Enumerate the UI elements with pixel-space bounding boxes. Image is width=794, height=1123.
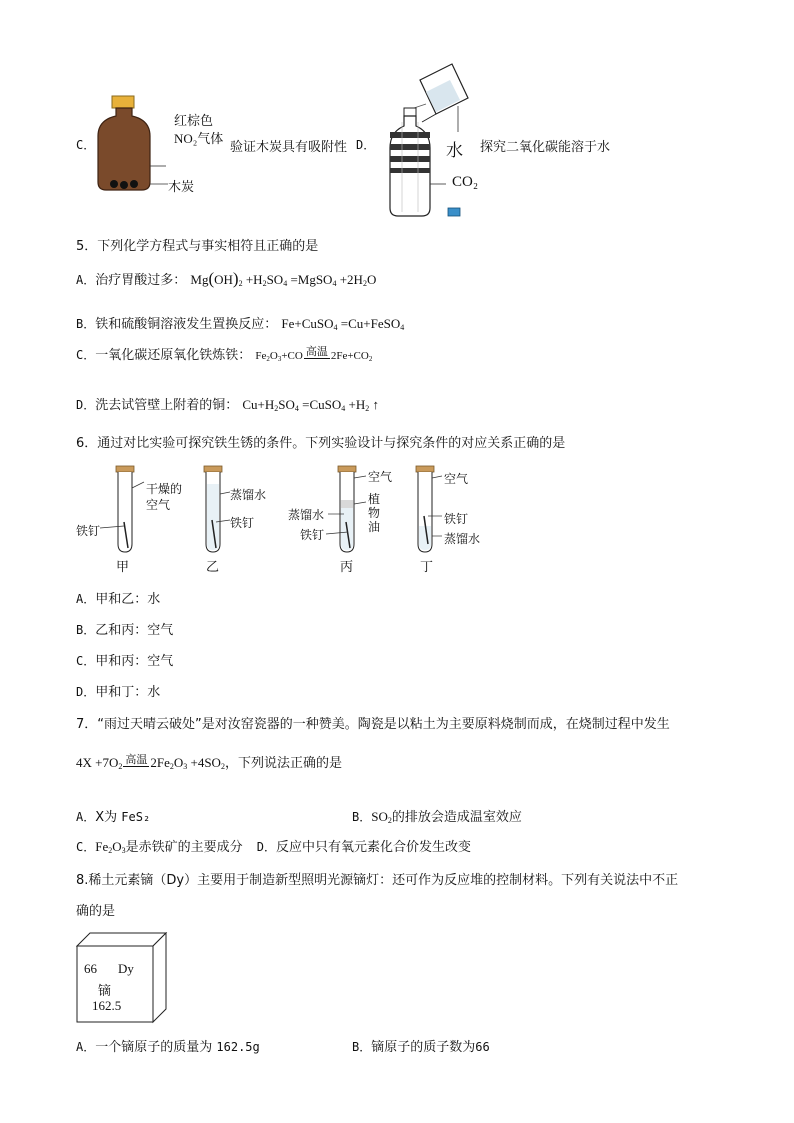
tube-jia-label-dry: 干燥的: [146, 482, 183, 496]
tube-ding-label-air: 空气: [444, 472, 469, 486]
tube-ding-name: 丁: [420, 560, 434, 575]
co2-bottle-figure: [382, 62, 482, 222]
q6-option-c: C．甲和丙：空气: [76, 654, 174, 669]
q4-d-label: D．: [356, 138, 376, 152]
q6-stem: 6．通过对比实验可探究铁生锈的条件。下列实验设计与探究条件的对应关系正确的是: [76, 436, 566, 451]
q7-option-b: B．$SO_2$的排放会造成温室效应: [352, 809, 522, 825]
tube-bing-label-water: 蒸馏水: [288, 508, 325, 522]
tube-bing-name: 丙: [340, 560, 354, 575]
bottle-label-charcoal: 木炭: [168, 180, 195, 195]
tube-bing-label-oil-1: 植: [368, 492, 381, 506]
q8-option-a: A．一个镝原子的质量为 162.5g: [76, 1040, 260, 1055]
q5-option-c: C．一氧化碳还原氧化铁炼铁： $Fe_2O_3+CO$ 高温 $2Fe+CO_2$: [76, 345, 373, 363]
bottle-label-gas: NO₂气体: [174, 131, 224, 146]
tube-bing-label-air: 空气: [368, 470, 393, 484]
brown-gas-bottle-figure: [92, 92, 172, 192]
tube-bing-label-oil-2: 物: [368, 506, 381, 520]
tube-yi-name: 乙: [206, 560, 220, 575]
q8-stem-1: 8.稀土元素镝（Dy）主要用于制造新型照明光源镝灯：还可作为反应堆的控制材料。下列有关说法中不正: [76, 873, 679, 888]
q5-option-d: D．洗去试管壁上附着的铜： $Cu+H_2SO_4$ =CuSO$_4$ $+H_2$ ↑: [76, 397, 380, 413]
q5-option-a: A．治疗胃酸过多： $Mg(OH)_2 +H_2SO_4$ =MgSO$_4$ $+2H_2O$: [76, 269, 377, 288]
tube-jia-name: 甲: [116, 560, 130, 575]
q8-option-b: B．镝原子的质子数为66: [352, 1040, 490, 1055]
q6-option-d: D．甲和丁：水: [76, 685, 161, 700]
tube-ding-label-nail: 铁钉: [444, 512, 469, 526]
water-label: 水: [446, 141, 463, 160]
element-symbol: Dy: [118, 961, 134, 976]
tube-ding-label-water: 蒸馏水: [444, 532, 481, 546]
q4-c-label: C．: [76, 138, 96, 152]
tube-jia-label-air: 空气: [146, 498, 171, 512]
tube-yi-label-nail: 铁钉: [230, 516, 255, 530]
tube-bing-label-nail: 铁钉: [300, 528, 325, 542]
co2-label: CO₂: [452, 174, 479, 190]
tube-bing-label-oil-3: 油: [368, 520, 381, 534]
element-mass: 162.5: [92, 998, 122, 1013]
q5-stem: 5．下列化学方程式与事实相符且正确的是: [76, 239, 319, 254]
q4-c-text: 验证木炭具有吸附性: [230, 140, 348, 155]
tube-jia-label-nail: 铁钉: [76, 524, 101, 538]
q7-stem-1: 7．“雨过天晴云破处”是对汝窑瓷器的一种赞美。陶瓷是以粘土为主要原料烧制而成，在烧制过程中发生: [76, 717, 670, 732]
q7-option-a: A．X为 FeS₂: [76, 810, 151, 825]
q5-option-b: B．铁和硫酸铜溶液发生置换反应： Fe+CuSO$_4$ =Cu+FeSO$_4$: [76, 316, 405, 332]
element-cube-figure: [76, 932, 168, 1024]
element-name: 镝: [98, 984, 112, 999]
q8-stem-2: 确的是: [76, 904, 116, 919]
q6-option-a: A．甲和乙：水: [76, 592, 161, 607]
q6-option-b: B．乙和丙：空气: [76, 623, 174, 638]
q7-equation-line: $4X +7O_2$ 高温 $2Fe_2O_3 +4SO_2$，下列说法正确的是: [76, 753, 342, 771]
tube-yi-label-water: 蒸馏水: [230, 488, 267, 502]
q7-option-c: C．$Fe_2O_3$是赤铁矿的主要成分 D．反应中只有氧元素化合价发生改变: [76, 839, 472, 855]
element-number: 66: [84, 961, 97, 976]
bottle-label-color: 红棕色: [174, 114, 214, 129]
q4-d-text: 探究二氧化碳能溶于水: [480, 140, 611, 155]
